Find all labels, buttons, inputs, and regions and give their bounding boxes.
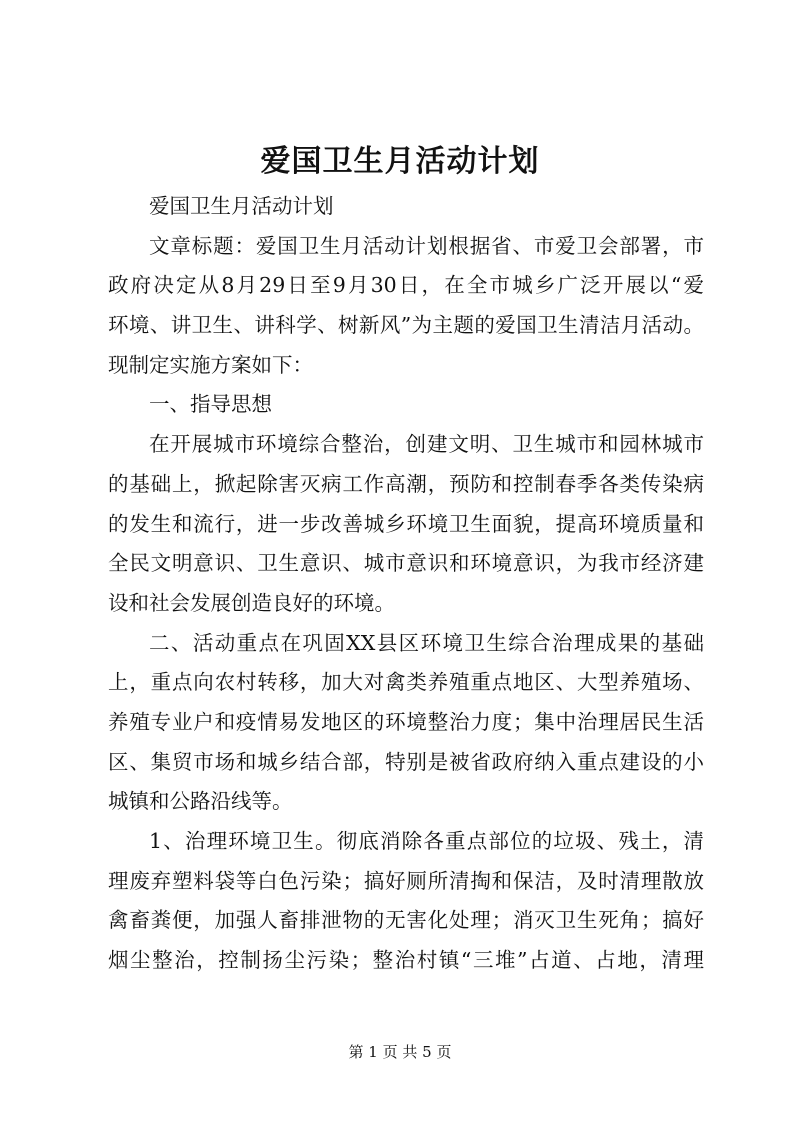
page-number-footer: 第 1 页 共 5 页 [348,1043,452,1061]
body-line: 烟尘整治，控制扬尘污染；整治村镇“三堆”占道、占地，清理 [108,948,704,973]
body-line: 现制定实施方案如下： [108,352,313,377]
document-title: 爱国卫生月活动计划 [260,144,540,179]
body-line: 二、活动重点在巩固XX县区环境卫生综合治理成果的基础 [149,630,704,655]
body-line: 禽畜粪便，加强人畜排泄物的无害化处理；消灭卫生死角；搞好 [108,908,704,933]
body-line: 一、指导思想 [149,392,272,417]
body-line: 政府决定从8月29日至9月30日，在全市城乡广泛开展以“爱 [108,273,704,298]
body-line: 在开展城市环境综合整治，创建文明、卫生城市和园林城市 [149,432,704,457]
body-line: 设和社会发展创造良好的环境。 [108,590,395,615]
body-line: 环境、讲卫生、讲科学、树新风”为主题的爱国卫生清洁月活动。 [108,313,704,338]
body-line: 爱国卫生月活动计划 [149,194,334,218]
body-line: 养殖专业户和疫情易发地区的环境整治力度；集中治理居民生活 [108,709,704,734]
body-line: 的基础上，掀起除害灭病工作高潮，预防和控制春季各类传染病 [108,471,704,496]
body-line: 上，重点向农村转移，加大对禽类养殖重点地区、大型养殖场、 [108,670,704,695]
body-line: 城镇和公路沿线等。 [108,789,293,814]
body-line: 1、治理环境卫生。彻底消除各重点部位的垃圾、残土，清 [149,829,704,853]
body-line: 的发生和流行，进一步改善城乡环境卫生面貌，提高环境质量和 [108,511,704,536]
body-line: 文章标题：爱国卫生月活动计划根据省、市爱卫会部署，市 [149,233,704,258]
body-line: 全民文明意识、卫生意识、城市意识和环境意识，为我市经济建 [108,551,704,576]
body-line: 理废弃塑料袋等白色污染；搞好厕所清掏和保洁，及时清理散放 [108,868,704,893]
document-body [108,187,704,981]
body-line: 区、集贸市场和城乡结合部，特别是被省政府纳入重点建设的小 [108,749,704,774]
